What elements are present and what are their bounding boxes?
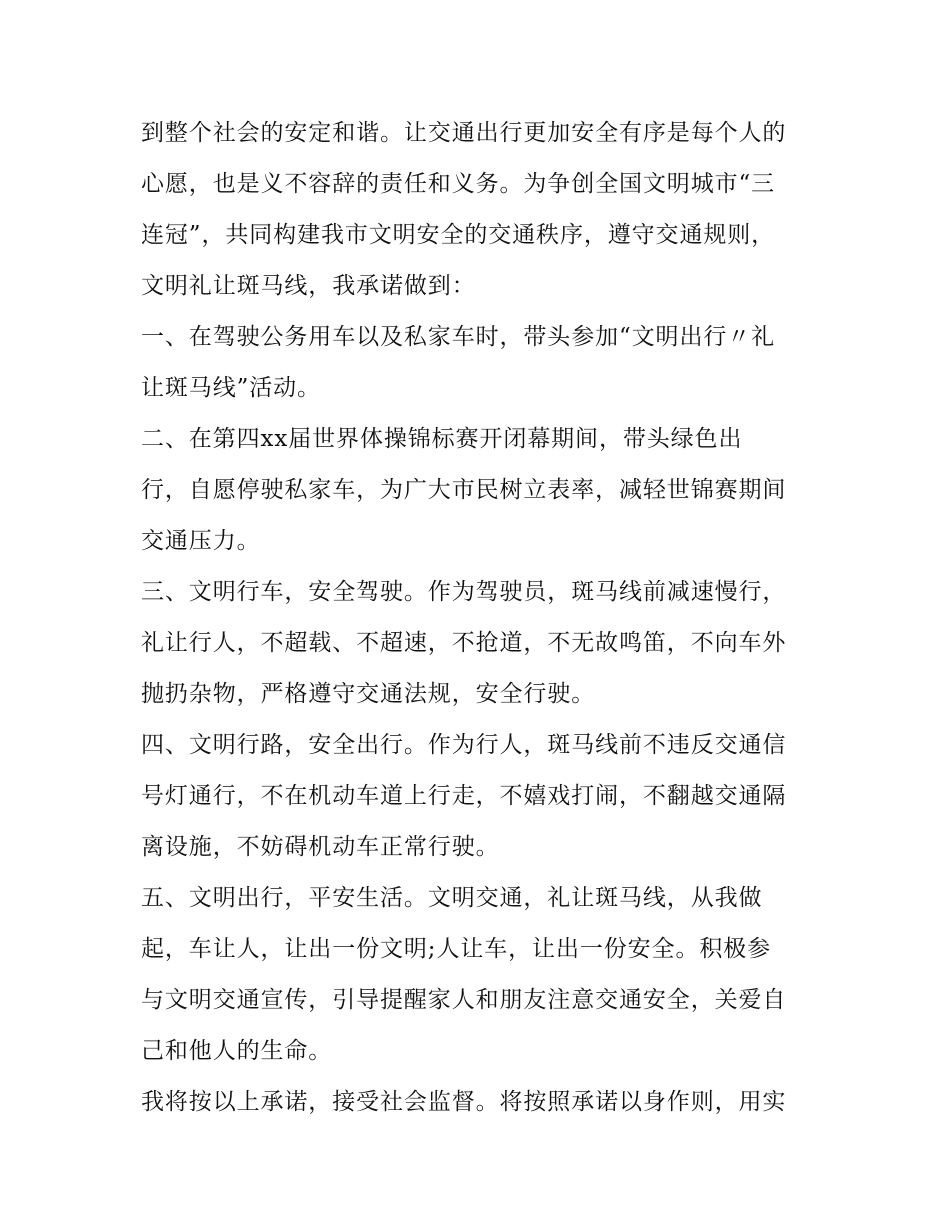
text-line: 礼让行人，不超载、不超速，不抢道，不无故鸣笛，不向车外 <box>141 630 787 656</box>
text-line: 到整个社会的安定和谐。让交通出行更加安全有序是每个人的 <box>141 120 787 146</box>
document-body <box>141 108 821 1128</box>
text-line: 二、在第四xx届世界体操锦标赛开闭幕期间，带头绿色出 <box>141 426 743 452</box>
text-line: 离设施，不妨碍机动车正常行驶。 <box>141 834 500 860</box>
text-line: 己和他人的生命。 <box>141 1038 333 1064</box>
text-line: 与文明交通宣传，引导提醒家人和朋友注意交通安全，关爱自 <box>141 987 787 1013</box>
text-line: 交通压力。 <box>141 528 261 554</box>
text-line: 连冠”，共同构建我市文明安全的交通秩序，遵守交通规则， <box>141 222 776 248</box>
text-line: 文明礼让斑马线，我承诺做到： <box>141 273 476 299</box>
text-line: 心愿，也是义不容辞的责任和义务。为争创全国文明城市“三 <box>141 171 776 197</box>
text-line: 一、在驾驶公务用车以及私家车时，带头参加“文明出行〃礼 <box>141 324 776 350</box>
text-line: 三、文明行车，安全驾驶。作为驾驶员，斑马线前减速慢行， <box>141 579 787 605</box>
text-line: 号灯通行，不在机动车道上行走，不嬉戏打闹，不翻越交通隔 <box>141 783 787 809</box>
text-line: 抛扔杂物，严格遵守交通法规，安全行驶。 <box>141 681 596 707</box>
text-line: 我将按以上承诺，接受社会监督。将按照承诺以身作则，用实 <box>141 1089 787 1115</box>
text-line: 四、文明行路，安全出行。作为行人，斑马线前不违反交通信 <box>141 732 787 758</box>
text-line: 行，自愿停驶私家车，为广大市民树立表率，减轻世锦赛期间 <box>141 477 787 503</box>
text-line: 起，车让人，让出一份文明;人让车，让出一份安全。积极参 <box>141 936 772 962</box>
text-line: 让斑马线”活动。 <box>141 375 321 401</box>
text-line: 五、文明出行，平安生活。文明交通，礼让斑马线，从我做 <box>141 885 763 911</box>
